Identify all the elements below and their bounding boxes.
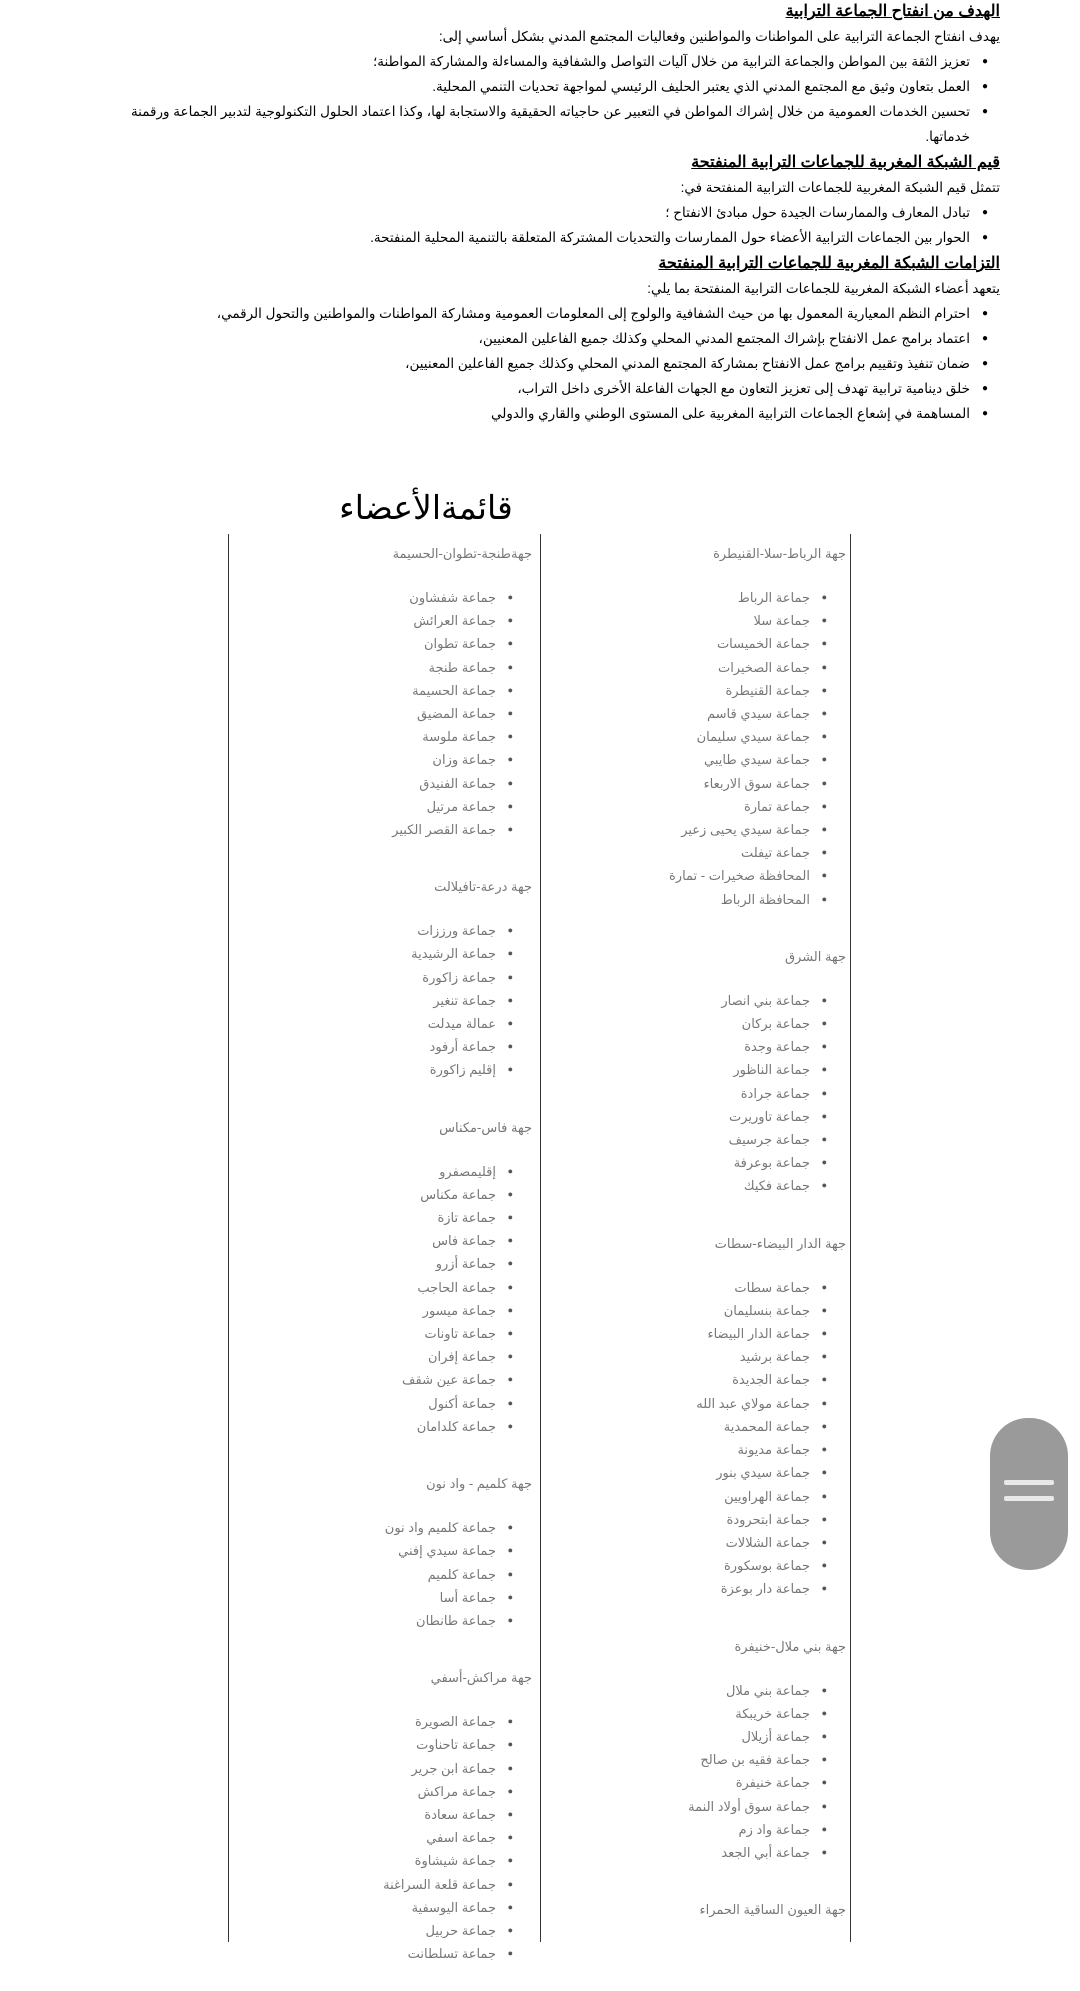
member-item: ● جماعة سلا <box>548 609 810 632</box>
member-item: ● جماعة القصر الكبير <box>232 818 496 841</box>
member-item: ● جماعة الناظور <box>548 1058 810 1081</box>
region-title: جهة فاس-مكناس <box>439 1119 532 1135</box>
member-item: ● جماعة وجدة <box>548 1035 810 1058</box>
member-item: ● جماعة الرباط <box>548 586 810 609</box>
member-item: ● جماعة تنغير <box>232 989 496 1012</box>
member-item: ● جماعة بني ملال <box>548 1679 810 1702</box>
member-list <box>548 1276 846 1601</box>
member-item: ● جماعة بوعرفة <box>548 1151 810 1174</box>
section-lead: تتمثل قيم الشبكة المغربية للجماعات الترابية المنفتحة في: <box>680 180 1000 195</box>
list-item: ● المساهمة في إشعاع الجماعات الترابية المغربية على المستوى الوطني والقاري والدولي <box>110 401 970 426</box>
member-item: ● جماعة الشلالات <box>548 1531 810 1554</box>
member-item: ● جماعة واد زم <box>548 1818 810 1841</box>
member-item: ● جماعة الصخيرات <box>548 656 810 679</box>
list-item: ● تبادل المعارف والممارسات الجيدة حول مبادئ الانفتاح ؛ <box>110 200 970 225</box>
spacer <box>548 1864 846 1890</box>
menu-icon <box>1004 1496 1054 1501</box>
spacer <box>232 841 532 867</box>
member-item: ● جماعة تاوريرت <box>548 1105 810 1128</box>
member-item: ● جماعة سوق أولاد النمة <box>548 1795 810 1818</box>
member-item: ● جماعة الجديدة <box>548 1368 810 1391</box>
member-item: ● جماعة طانطان <box>232 1609 496 1632</box>
menu-icon <box>1004 1480 1054 1485</box>
member-list <box>548 586 846 911</box>
member-item: ● جماعة أبي الجعد <box>548 1841 810 1864</box>
list-item: ● اعتماد برامج عمل الانفتاح بإشراك المجتمع المدني المحلي وكذلك جميع الفاعلين المعنيين، <box>110 326 970 351</box>
region-title: جهة مراكش-أسفي <box>430 1670 532 1686</box>
member-item: ● جماعة طنجة <box>232 656 496 679</box>
member-item: ● جماعة العرائش <box>232 609 496 632</box>
member-item: ● جماعة شفشاون <box>232 586 496 609</box>
member-item: ● جماعة إفران <box>232 1345 496 1368</box>
region-title: جهة كلميم - واد نون <box>426 1476 532 1492</box>
member-item: ● جماعة مديونة <box>548 1438 810 1461</box>
member-item: ● جماعة أزرو <box>232 1252 496 1275</box>
member-item: ● عمالة ميدلت <box>232 1012 496 1035</box>
member-item: ● جماعة المضيق <box>232 702 496 725</box>
member-item: ● جماعة تيفلت <box>548 841 810 864</box>
member-item: ● جماعة الحسيمة <box>232 679 496 702</box>
region-title: جهة الرباط-سلا-القنيطرة <box>713 546 846 561</box>
member-list <box>232 1160 532 1438</box>
intro-section <box>110 0 1000 149</box>
member-item: ● جماعة اسفي <box>232 1826 496 1849</box>
list-item: ● ضمان تنفيذ وتقييم برامج عمل الانفتاح بمشاركة المجتمع المدني المحلي وكذلك جميع الفاعلين المعنيين، <box>110 351 970 376</box>
spacer <box>548 1198 846 1224</box>
list-item: ● تحسين الخدمات العمومية من خلال إشراك المواطن في التعبير عن حاجياته الحقيقية والاستجابة لها، وكذا اعتماد الحلول التكنولوجية لتدبير الجماعة ورقمنة خدماتها. <box>110 99 970 149</box>
section-heading: قيم الشبكة المغربية للجماعات الترابية المنفتحة <box>691 154 1000 171</box>
member-item: ● إقليمصفرو <box>232 1160 496 1183</box>
member-item: ● جماعة الفنيدق <box>232 772 496 795</box>
member-item: ● جماعة فقيه بن صالح <box>548 1748 810 1771</box>
region-title: جهةطنجة-تطوان-الحسيمة <box>392 546 532 561</box>
member-item: ● جماعة أسا <box>232 1586 496 1609</box>
member-item: ● المحافظة صخيرات - تمارة <box>548 864 810 887</box>
section-heading: التزامات الشبكة المغربية للجماعات الترابية المنفتحة <box>658 255 1000 272</box>
member-item: ● جماعة بنسليمان <box>548 1299 810 1322</box>
member-item: ● جماعة فاس <box>232 1229 496 1252</box>
spacer <box>232 1965 532 1991</box>
right-column <box>548 534 846 1968</box>
spacer <box>232 1632 532 1658</box>
member-item: ● جماعة خنيفرة <box>548 1771 810 1794</box>
region-title: جهة درعة-تافيلالت <box>434 879 532 895</box>
spacer <box>548 911 846 937</box>
member-item: ● جماعة سيدي طايبي <box>548 748 810 771</box>
spacer <box>548 1601 846 1627</box>
column-divider <box>850 534 851 1942</box>
spacer <box>232 1438 532 1464</box>
member-item: ● جماعة سوق الاربعاء <box>548 772 810 795</box>
member-item: ● جماعة سعادة <box>232 1803 496 1826</box>
section-list <box>110 301 1000 426</box>
member-item: ● جماعة برشيد <box>548 1345 810 1368</box>
member-item: ● جماعة خريبكة <box>548 1702 810 1725</box>
intro-section <box>110 252 1000 426</box>
member-item: ● جماعة الدار البيضاء <box>548 1322 810 1345</box>
member-item: ● جماعة الهراويين <box>548 1485 810 1508</box>
member-item: ● جماعة الصويرة <box>232 1710 496 1733</box>
member-item: ● جماعة القنيطرة <box>548 679 810 702</box>
list-item: ● العمل بتعاون وثيق مع المجتمع المدني الذي يعتبر الحليف الرئيسي لمواجهة تحديات التنمي المحلية. <box>110 74 970 99</box>
member-item: ● جماعة ابن جرير <box>232 1757 496 1780</box>
members-title: قائمةالأعضاء <box>339 491 513 527</box>
section-lead: يهدف انفتاح الجماعة الترابية على المواطنات والمواطنين وفعاليات المجتمع المدني بشكل أساسي إلى: <box>438 29 1000 44</box>
member-item: ● جماعة المحمدية <box>548 1415 810 1438</box>
member-item: ● جماعة أكنول <box>232 1392 496 1415</box>
member-item: ● جماعة سيدي يحيى زعير <box>548 818 810 841</box>
member-item: ● جماعة سيدي قاسم <box>548 702 810 725</box>
spacer <box>232 1082 532 1108</box>
member-item: ● جماعة جرسيف <box>548 1128 810 1151</box>
member-item: ● جماعة أزيلال <box>548 1725 810 1748</box>
section-list <box>110 200 1000 250</box>
member-item: ● جماعة شيشاوة <box>232 1849 496 1872</box>
region-title: جهة بني ملال-خنيفرة <box>734 1638 846 1654</box>
member-item: ● جماعة تسلطانت <box>232 1942 496 1965</box>
member-item: ● جماعة سيدي إفني <box>232 1539 496 1562</box>
column-divider <box>540 534 541 1942</box>
member-list <box>548 989 846 1198</box>
member-item: ● جماعة زاكورة <box>232 966 496 989</box>
member-item: ● جماعة ملوسة <box>232 725 496 748</box>
list-item: ● احترام النظم المعيارية المعمول بها من حيث الشفافية والولوج إلى المعلومات العمومية ومشاركة المواطنات والمواطنين والتحول الرقمي، <box>110 301 970 326</box>
member-item: ● جماعة عين شقف <box>232 1368 496 1391</box>
member-item: ● جماعة دار بوعزة <box>548 1577 810 1600</box>
intro-text <box>110 0 1000 428</box>
member-item: ● جماعة بركان <box>548 1012 810 1035</box>
member-item: ● جماعة كلميم واد نون <box>232 1516 496 1539</box>
member-item: ● جماعة وزان <box>232 748 496 771</box>
member-item: ● جماعة تمارة <box>548 795 810 818</box>
member-item: ● جماعة تطوان <box>232 632 496 655</box>
member-item: ● جماعة الحاجب <box>232 1276 496 1299</box>
member-item: ● جماعة قلعة السراغنة <box>232 1873 496 1896</box>
member-item: ● جماعة بوسكورة <box>548 1554 810 1577</box>
member-item: ● جماعة حربيل <box>232 1919 496 1942</box>
intro-section <box>110 151 1000 250</box>
list-item: ● خلق دينامية ترابية تهدف إلى تعزيز التعاون مع الجهات الفاعلة الأخرى داخل التراب، <box>110 376 970 401</box>
member-list <box>232 586 532 841</box>
menu-button[interactable] <box>990 1418 1068 1570</box>
member-item: ● جماعة كلميم <box>232 1563 496 1586</box>
member-item: ● إقليم زاكورة <box>232 1058 496 1081</box>
member-list <box>232 919 532 1081</box>
member-list <box>232 1516 532 1632</box>
member-item: ● جماعة ورززات <box>232 919 496 942</box>
list-item: ● تعزيز الثقة بين المواطن والجماعة الترابية من خلال آليات التواصل والشفافية والمساءلة والمشاركة المواطنة؛ <box>110 49 970 74</box>
member-item: ● جماعة جرادة <box>548 1082 810 1105</box>
region-title: جهة الشرق <box>784 948 846 964</box>
member-item: ● جماعة كلدامان <box>232 1415 496 1438</box>
column-divider <box>228 534 229 1942</box>
member-item: ● جماعة الرشيدية <box>232 942 496 965</box>
member-item: ● جماعة سطات <box>548 1276 810 1299</box>
section-heading: الهدف من انفتاح الجماعة الترابية <box>785 3 1000 20</box>
member-item: ● جماعة تازة <box>232 1206 496 1229</box>
spacer <box>548 1942 846 1968</box>
region-title: جهة الدار البيضاء-سطات <box>714 1235 846 1251</box>
section-lead: يتعهد أعضاء الشبكة المغربية للجماعات الترابية المنفتحة بما يلي: <box>647 281 1000 296</box>
member-item: ● جماعة سيدي بنور <box>548 1461 810 1484</box>
member-item: ● جماعة أرفود <box>232 1035 496 1058</box>
member-item: ● جماعة الخميسات <box>548 632 810 655</box>
member-item: ● جماعة اليوسفية <box>232 1896 496 1919</box>
member-item: ● جماعة مكناس <box>232 1183 496 1206</box>
member-item: ● جماعة ابتحرودة <box>548 1508 810 1531</box>
member-item: ● جماعة بني انصار <box>548 989 810 1012</box>
member-item: ● جماعة مرتيل <box>232 795 496 818</box>
section-list <box>110 49 1000 149</box>
member-item: ● جماعة سيدي سليمان <box>548 725 810 748</box>
list-item: ● الحوار بين الجماعات الترابية الأعضاء حول الممارسات والتحديات المشتركة المتعلقة بالتنمية المحلية المنفتحة. <box>110 225 970 250</box>
member-item: ● المحافظة الرباط <box>548 888 810 911</box>
member-item: ● جماعة مولاي عبد الله <box>548 1392 810 1415</box>
member-item: ● جماعة فكيك <box>548 1174 810 1197</box>
member-item: ● جماعة تاونات <box>232 1322 496 1345</box>
member-item: ● جماعة ميسور <box>232 1299 496 1322</box>
member-item: ● جماعة تاحناوت <box>232 1733 496 1756</box>
member-list <box>232 1710 532 1965</box>
left-column <box>232 534 532 1991</box>
member-item: ● جماعة مراكش <box>232 1780 496 1803</box>
region-title: جهة العيون الساقية الحمراء <box>699 1902 846 1918</box>
member-list <box>548 1679 846 1865</box>
